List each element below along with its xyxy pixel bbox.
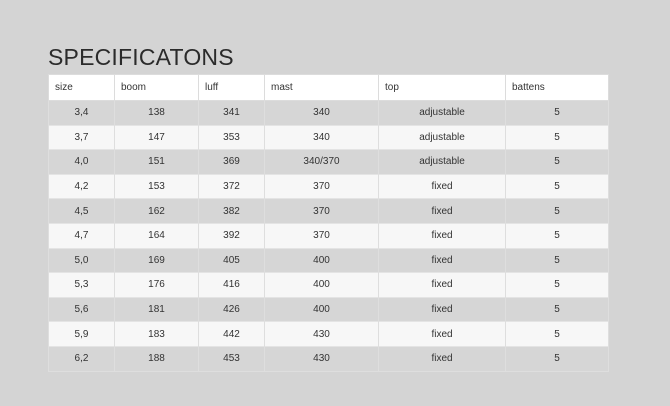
cell-boom: 164	[115, 223, 199, 248]
cell-boom: 169	[115, 248, 199, 273]
cell-luff: 341	[199, 101, 265, 126]
cell-boom: 138	[115, 101, 199, 126]
column-header-boom: boom	[115, 75, 199, 101]
cell-battens: 5	[506, 174, 609, 199]
column-header-luff: luff	[199, 75, 265, 101]
table-row	[49, 297, 609, 322]
cell-boom: 153	[115, 174, 199, 199]
cell-mast: 400	[265, 273, 379, 298]
cell-luff: 382	[199, 199, 265, 224]
column-header-battens: battens	[506, 75, 609, 101]
cell-mast: 400	[265, 248, 379, 273]
cell-luff: 372	[199, 174, 265, 199]
column-header-top: top	[379, 75, 506, 101]
cell-boom: 183	[115, 322, 199, 347]
cell-size: 5,3	[49, 273, 115, 298]
cell-battens: 5	[506, 199, 609, 224]
table-header-row	[49, 75, 609, 101]
cell-battens: 5	[506, 101, 609, 126]
cell-size: 5,0	[49, 248, 115, 273]
cell-top: adjustable	[379, 125, 506, 150]
cell-battens: 5	[506, 346, 609, 371]
cell-battens: 5	[506, 322, 609, 347]
cell-top: fixed	[379, 346, 506, 371]
cell-top: fixed	[379, 297, 506, 322]
cell-mast: 370	[265, 199, 379, 224]
cell-battens: 5	[506, 125, 609, 150]
table-row	[49, 101, 609, 126]
cell-mast: 370	[265, 174, 379, 199]
cell-size: 4,5	[49, 199, 115, 224]
table-row	[49, 346, 609, 371]
cell-size: 5,9	[49, 322, 115, 347]
cell-size: 4,0	[49, 150, 115, 175]
cell-mast: 340	[265, 101, 379, 126]
cell-luff: 442	[199, 322, 265, 347]
column-header-size: size	[49, 75, 115, 101]
cell-battens: 5	[506, 223, 609, 248]
cell-boom: 181	[115, 297, 199, 322]
cell-top: fixed	[379, 174, 506, 199]
cell-luff: 392	[199, 223, 265, 248]
table-row	[49, 273, 609, 298]
cell-battens: 5	[506, 273, 609, 298]
cell-luff: 426	[199, 297, 265, 322]
cell-luff: 453	[199, 346, 265, 371]
cell-top: fixed	[379, 248, 506, 273]
cell-luff: 353	[199, 125, 265, 150]
cell-luff: 416	[199, 273, 265, 298]
cell-boom: 176	[115, 273, 199, 298]
cell-size: 5,6	[49, 297, 115, 322]
cell-top: fixed	[379, 223, 506, 248]
cell-size: 6,2	[49, 346, 115, 371]
cell-top: fixed	[379, 273, 506, 298]
table-row	[49, 150, 609, 175]
cell-boom: 147	[115, 125, 199, 150]
cell-battens: 5	[506, 150, 609, 175]
column-header-mast: mast	[265, 75, 379, 101]
cell-luff: 369	[199, 150, 265, 175]
table-row	[49, 199, 609, 224]
specifications-table	[48, 74, 609, 372]
cell-battens: 5	[506, 297, 609, 322]
cell-mast: 430	[265, 322, 379, 347]
cell-size: 3,4	[49, 101, 115, 126]
cell-size: 4,2	[49, 174, 115, 199]
cell-top: fixed	[379, 199, 506, 224]
cell-boom: 162	[115, 199, 199, 224]
cell-mast: 400	[265, 297, 379, 322]
table-row	[49, 125, 609, 150]
table-body	[49, 101, 609, 372]
table-row	[49, 174, 609, 199]
page-title: SPECIFICATONS	[48, 44, 234, 70]
cell-size: 3,7	[49, 125, 115, 150]
cell-top: adjustable	[379, 101, 506, 126]
cell-size: 4,7	[49, 223, 115, 248]
cell-mast: 340	[265, 125, 379, 150]
cell-top: fixed	[379, 322, 506, 347]
cell-battens: 5	[506, 248, 609, 273]
cell-luff: 405	[199, 248, 265, 273]
cell-boom: 151	[115, 150, 199, 175]
cell-top: adjustable	[379, 150, 506, 175]
table-row	[49, 248, 609, 273]
cell-mast: 340/370	[265, 150, 379, 175]
cell-mast: 430	[265, 346, 379, 371]
cell-boom: 188	[115, 346, 199, 371]
table-row	[49, 322, 609, 347]
table-row	[49, 223, 609, 248]
cell-mast: 370	[265, 223, 379, 248]
